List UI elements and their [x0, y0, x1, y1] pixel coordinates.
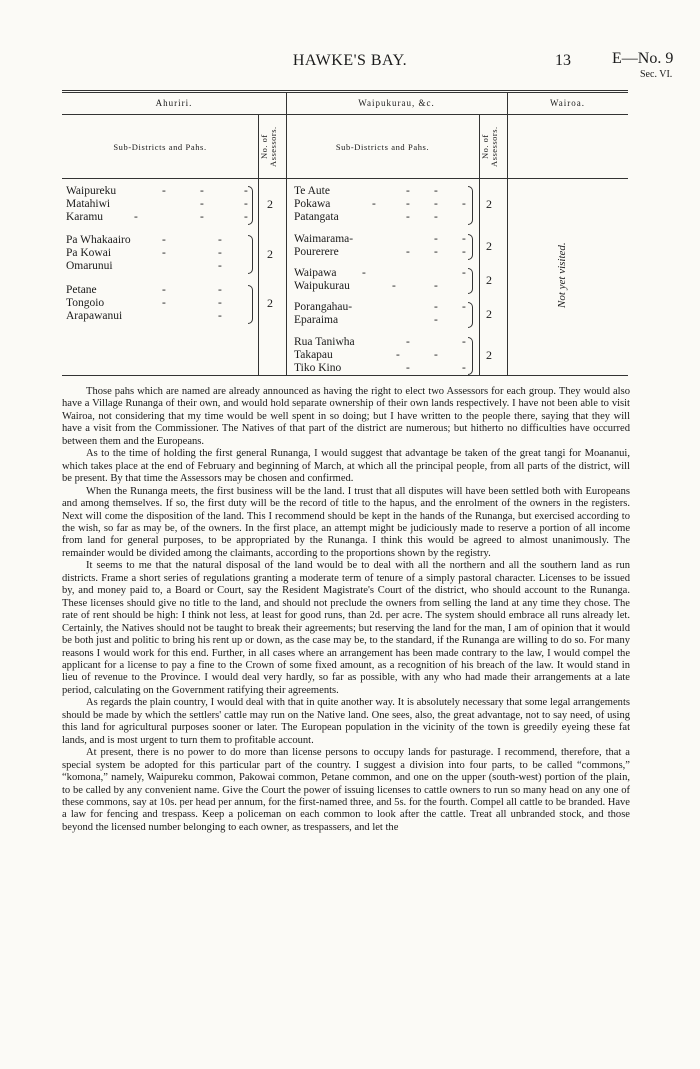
pah-name: Matahiwi: [66, 198, 111, 210]
table-head-rule: [62, 114, 628, 115]
pah-row: [294, 211, 474, 224]
pah-name: Takapau: [294, 349, 333, 361]
group-brace: [468, 186, 473, 225]
vrule-left-body: [258, 178, 259, 375]
pah-name: Waipukurau: [294, 280, 350, 292]
pah-name: Pokawa: [294, 198, 331, 210]
paragraph: At present, there is no power to do more than license persons to occupy lands for pasturage. I recommend, therefore, that a special system be adopted for this particular part of the country. I suggest a division into four parts, to be called “commons,” “komona,” namely, Waipureku common, Pakowai common, Petane common, and one on the upper (south-west) portion of the plain, to be called by any convenient name. Give the Court the power of issuing licenses to cattle owners to run so many head on any one of these commons, say at 10s. per head per annum, for the first-named three, and 5s. for the fourth. Compel all cattle to be branded. Have a law for fencing and trespass. Keep a policeman on each common to look after the cattle. Treat all unbranded stock, and those beyond the licensed number belonging to each owner, as trespassers, and let the: [62, 747, 630, 833]
leader-dash: -: [406, 185, 410, 197]
paragraph: As regards the plain country, I would deal with that in quite another way. It is absolutely necessary that some legal arrangements should be made by which the settlers' cattle may run on the Native land. One sees, also, the great advantage, not to say need, of using this land for agricultural purposes sooner or later. The European population in the vicinity of the town is greedily eyeing these fat lands, and is most urgent to turn them to profitable account.: [62, 697, 630, 746]
pah-name: Pa Whakaairo: [66, 234, 131, 246]
group-brace: [468, 234, 473, 260]
leader-dash: -: [462, 336, 466, 348]
leader-dash: -: [434, 301, 438, 313]
ahuriri-group-3: [66, 284, 252, 323]
group-brace: [468, 268, 473, 294]
pah-row: [66, 284, 252, 297]
leader-dash: -: [434, 198, 438, 210]
vrule-col-divider-2: [507, 93, 508, 375]
leader-dash: -: [462, 362, 466, 374]
leader-dash: -: [434, 246, 438, 258]
pah-name: Eparaima: [294, 314, 339, 326]
pah-row: [294, 246, 474, 259]
leader-dash: -: [362, 267, 366, 279]
pah-name: Karamu: [66, 211, 104, 223]
report-text: [62, 386, 630, 834]
subhead-mid: Sub-Districts and Pahs.: [335, 142, 430, 152]
pah-row: [66, 310, 252, 323]
waipukurau-group-1: [294, 185, 474, 224]
leader-dash: -: [406, 198, 410, 210]
leader-dash: -: [244, 211, 248, 223]
assessor-count: 2: [486, 239, 492, 253]
leader-dash: -: [406, 336, 410, 348]
pah-row: [294, 198, 474, 211]
leader-dash: -: [244, 185, 248, 197]
assessor-count: 2: [486, 273, 492, 287]
group-brace: [248, 235, 253, 274]
pah-row: [66, 198, 252, 211]
col-head-waipukurau: Waipukurau, &c.: [358, 98, 435, 108]
pah-name: Waipawa: [294, 267, 337, 279]
pah-name: Te Aute: [294, 185, 330, 197]
group-brace: [248, 285, 253, 324]
pah-name: Tiko Kino: [294, 362, 342, 374]
table-top-rule: [62, 90, 628, 91]
document-reference: E—No. 9: [612, 50, 674, 67]
leader-dash: -: [162, 284, 166, 296]
leader-dash: -: [462, 246, 466, 258]
leader-dash: -: [396, 349, 400, 361]
ahuriri-group-1: [66, 185, 252, 224]
waipukurau-group-5: [294, 336, 474, 375]
leader-dash: -: [392, 280, 396, 292]
pah-name: Porangahau-: [294, 301, 353, 313]
leader-dash: -: [200, 185, 204, 197]
pah-name: Rua Taniwha: [294, 336, 355, 348]
assessor-count: 2: [267, 247, 273, 261]
leader-dash: -: [406, 362, 410, 374]
leader-dash: -: [134, 211, 138, 223]
wairoa-not-visited: Not yet visited.: [556, 242, 568, 308]
assessor-count: 2: [486, 197, 492, 211]
pah-row: [294, 185, 474, 198]
leader-dash: -: [162, 185, 166, 197]
pah-name: Patangata: [294, 211, 339, 223]
assessors-table: [62, 90, 628, 375]
assessor-count: 2: [267, 296, 273, 310]
pah-row: [294, 280, 474, 293]
vrule-mid-body: [479, 178, 480, 375]
pah-name: Pa Kowai: [66, 247, 112, 259]
pah-row: [66, 297, 252, 310]
paragraph: When the Runanga meets, the first business will be the land. I trust that all disputes will have been settled both with Europeans and among themselves. If so, the first duty will be the record of title to the hapus, and the enrolment of the owners in the registers. Next will come the disposition of the land. This I recommend should be kept in the hands of the Runanga, but exercised according to the wish, so far as may be, of the owners. In the first place, an attempt might be judiciously made to reserve a portion of all income from land for general purposes, to be appropriated by the Runanga. I think this would be agreed to almost unanimously. The remainder would be divided among the claimants, according to the proportions shown by the registry.: [62, 485, 630, 559]
leader-dash: -: [372, 198, 376, 210]
leader-dash: -: [162, 297, 166, 309]
pah-row: [294, 267, 474, 280]
leader-dash: -: [434, 280, 438, 292]
leader-dash: -: [434, 233, 438, 245]
leader-dash: -: [462, 233, 466, 245]
leader-dash: -: [162, 247, 166, 259]
leader-dash: -: [200, 198, 204, 210]
paragraph: Those pahs which are named are already announced as having the right to elect two Assessors for each group. They would also have a Village Runanga of their own, and would hold separate ownership of their own lands respectively. I have not been able to visit Wairoa, not considering that my time would be well spent in so doing; but I have written to the people there, saying that they will have a visit from the Commissioner. The Natives of that part of the district are numerous; but hitherto no difficulties have occurred between them and the Europeans.: [62, 386, 630, 447]
pah-row: [294, 233, 474, 246]
pah-name: Arapawanui: [66, 310, 123, 322]
group-brace: [468, 337, 473, 375]
assessors-head-mid: No. of Assessors.: [480, 126, 499, 168]
table-top-rule-2: [62, 92, 628, 93]
paragraph: It seems to me that the natural disposal of the land would be to deal with all the northern and all the southern land as run districts. Frame a short series of regulations granting a moderate term of tenure of a simply pastoral character. Licenses to be issued by, and money paid to, a Board or Court, say the Resident Magistrate's Court of the district, who should account to the Runanga. These licenses should give no title to the land, and should not preclude the owners from selling the land at any time they chose. The rate of rent should be high: I think not less, at least for good runs, than 2d. per acre. The system should embrace all runs already let. Certainly, the Natives should not be taught to break their agreements; but reserving the land for the man, I am of opinion that it would be both just and politic to bring his rent up or down, as the case may be, to the standard, if the Runanga are willing to do so. For many reasons I would work for this end. Further, in all cases where an arrangement has been made contrary to the law, I would compel the applicant for a license to pay a fine to the Crown of some fixed amount, as a recognition of his breach of the law. It would stand in lieu of revenue to the Province. I would deal very hardly, so far as possible, with any who had made their arrangements at a late period, calculating on the Government ratifying their agreements.: [62, 560, 630, 696]
waipukurau-group-4: [294, 301, 474, 327]
paragraph: As to the time of holding the first general Runanga, I would suggest that advantage be taken of the great tangi for Moananui, which takes place at the end of February and beginning of March, at which all the principal people, from all parts of the district, will be present. By that time the Assessors may be chosen and confirmed.: [62, 448, 630, 485]
waipukurau-group-3: [294, 267, 474, 293]
pah-name: Petane: [66, 284, 97, 296]
leader-dash: -: [434, 314, 438, 326]
pah-name: Waimarama-: [294, 233, 354, 245]
assessors-head-left: No. of Assessors.: [259, 126, 278, 168]
leader-dash: -: [162, 234, 166, 246]
leader-dash: -: [218, 284, 222, 296]
page-number: 13: [555, 52, 571, 69]
group-brace: [248, 186, 253, 225]
leader-dash: -: [218, 297, 222, 309]
leader-dash: -: [434, 185, 438, 197]
leader-dash: -: [406, 246, 410, 258]
pah-row: [294, 301, 474, 314]
col-head-wairoa: Wairoa.: [549, 98, 585, 108]
pah-row: [294, 314, 474, 327]
vrule-col-divider-1: [286, 93, 287, 375]
pah-row: [294, 362, 474, 375]
pah-row: [66, 185, 252, 198]
table-bottom-rule: [62, 375, 628, 376]
leader-dash: -: [406, 211, 410, 223]
pah-row: [66, 234, 252, 247]
section-label: Sec. VI.: [640, 69, 673, 80]
assessor-count: 2: [486, 348, 492, 362]
leader-dash: -: [462, 198, 466, 210]
pah-name: Omarunui: [66, 260, 113, 272]
waipukurau-group-2: [294, 233, 474, 259]
pah-row: [294, 336, 474, 349]
leader-dash: -: [218, 260, 222, 272]
group-brace: [468, 302, 473, 328]
leader-dash: -: [218, 247, 222, 259]
pah-name: Tongoio: [66, 297, 105, 309]
leader-dash: -: [218, 310, 222, 322]
pah-name: Waipureku: [66, 185, 117, 197]
leader-dash: -: [200, 211, 204, 223]
subhead-left: Sub-Districts and Pahs.: [113, 142, 207, 152]
pah-row: [66, 260, 252, 273]
leader-dash: -: [434, 211, 438, 223]
leader-dash: -: [244, 198, 248, 210]
assessor-count: 2: [486, 307, 492, 321]
pah-row: [66, 211, 252, 224]
pah-row: [294, 349, 474, 362]
leader-dash: -: [462, 301, 466, 313]
assessor-count: 2: [267, 197, 273, 211]
pah-row: [66, 247, 252, 260]
pah-name: Pourerere: [294, 246, 339, 258]
ahuriri-group-2: [66, 234, 252, 273]
page-title: HAWKE'S BAY.: [292, 52, 408, 69]
leader-dash: -: [462, 267, 466, 279]
col-head-ahuriri: Ahuriri.: [155, 98, 193, 108]
leader-dash: -: [218, 234, 222, 246]
leader-dash: -: [434, 349, 438, 361]
table-subhead-rule: [62, 178, 628, 179]
